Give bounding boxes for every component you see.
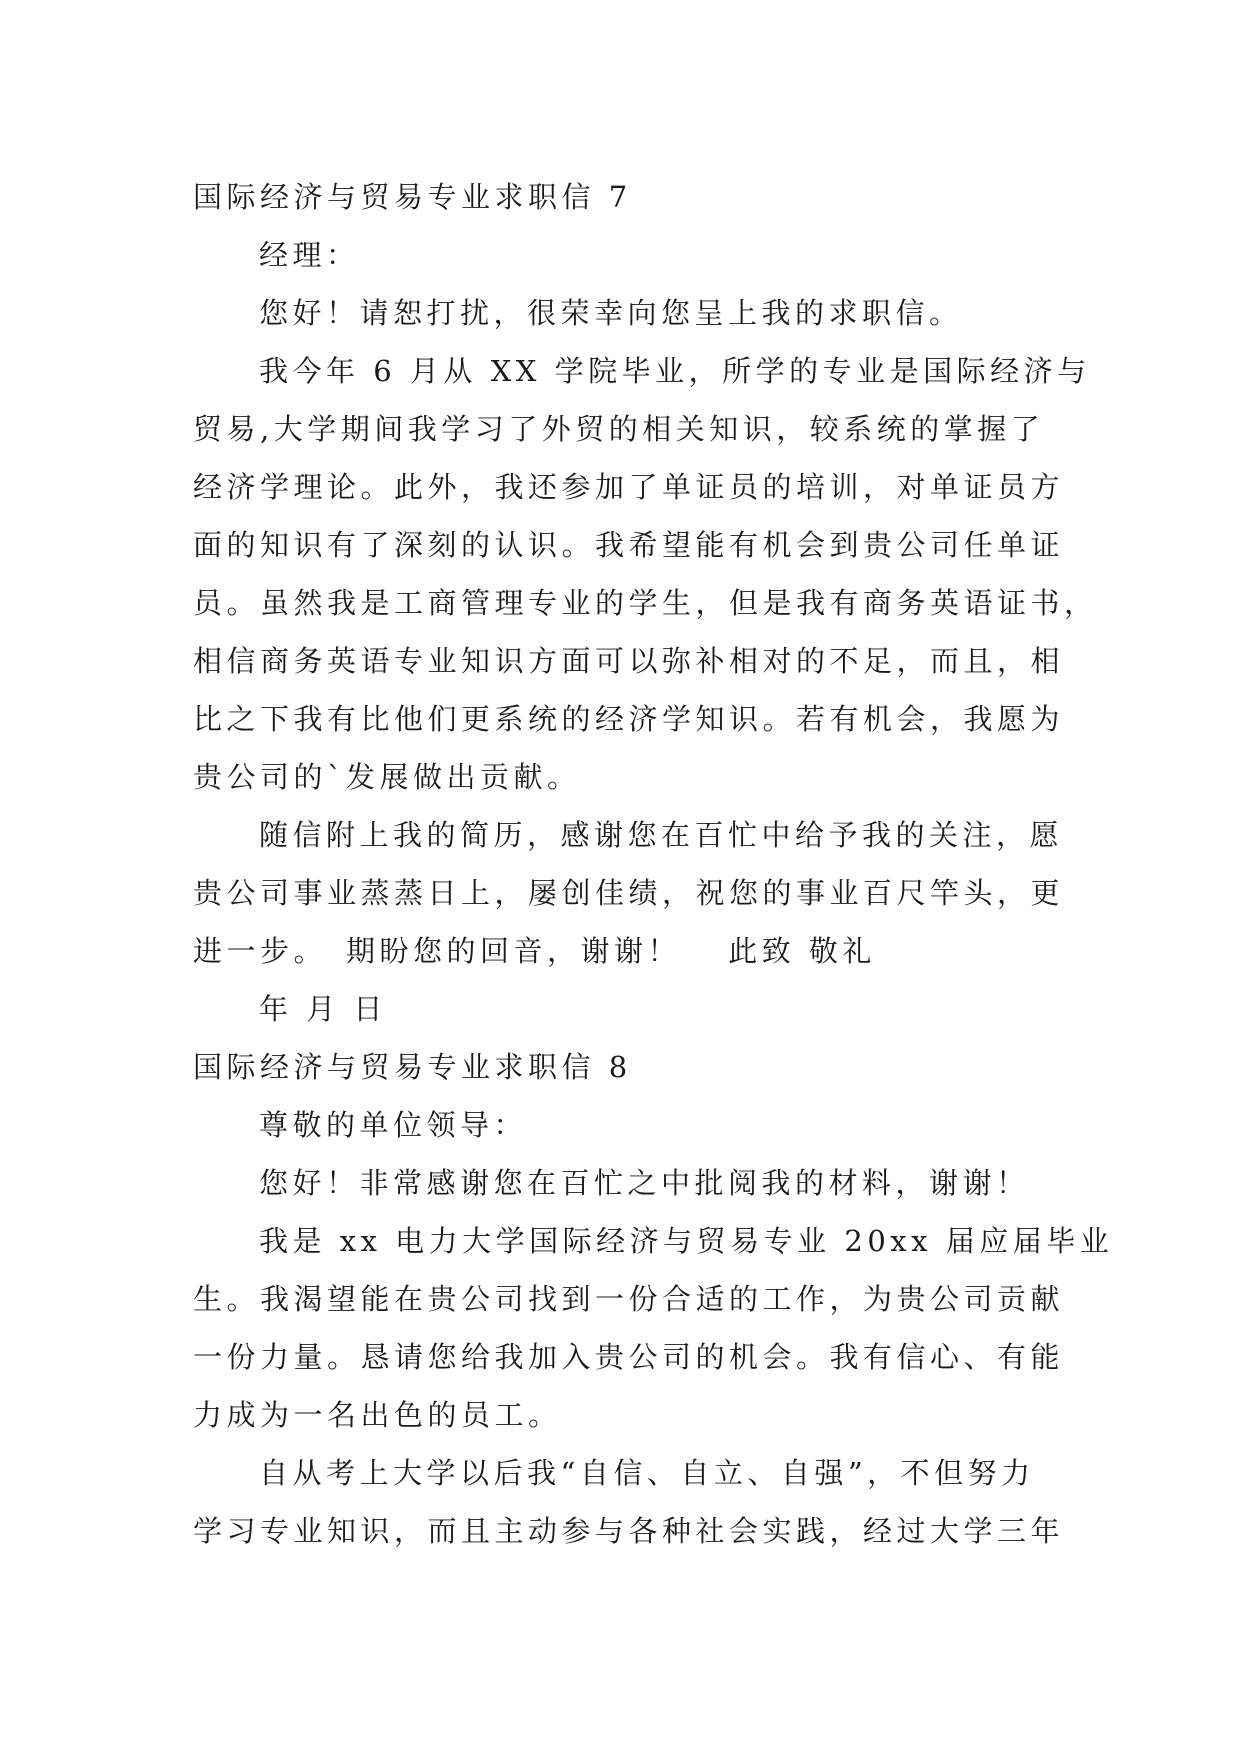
paragraph-line: 力成为一名出色的员工。 — [193, 1398, 562, 1432]
paragraph-line: 员。虽然我是工商管理专业的学生，但是我有商务英语证书， — [193, 586, 1098, 620]
paragraph-line: 我今年 6 月从 XX 学院毕业，所学的专业是国际经济与 — [259, 354, 1091, 388]
letter-8-title: 国际经济与贸易专业求职信 8 — [193, 1050, 632, 1084]
paragraph-line: 贵公司的`发展做出贡献。 — [193, 760, 581, 794]
letter-8-salutation: 尊敬的单位领导： — [259, 1108, 528, 1142]
paragraph-line: 相信商务英语专业知识方面可以弥补相对的不足，而且，相 — [193, 644, 1065, 678]
paragraph-line: 比之下我有比他们更系统的经济学知识。若有机会，我愿为 — [193, 702, 1065, 736]
letter-7-greeting: 您好！请恕打扰，很荣幸向您呈上我的求职信。 — [259, 296, 963, 330]
letter-7-paragraph-2 — [193, 806, 1065, 980]
letter-8-paragraph-2 — [193, 1444, 1065, 1560]
letter-7-date: 年 月 日 — [259, 992, 387, 1026]
paragraph-line: 生。我渴望能在贵公司找到一份合适的工作，为贵公司贡献 — [193, 1282, 1065, 1316]
paragraph-line: 一份力量。恳请您给我加入贵公司的机会。我有信心、有能 — [193, 1340, 1065, 1374]
letter-8-paragraph-1 — [193, 1212, 1114, 1444]
letter-7-salutation: 经理： — [259, 238, 360, 272]
paragraph-line: 学习专业知识，而且主动参与各种社会实践，经过大学三年 — [193, 1514, 1065, 1548]
document-body — [193, 168, 1114, 1560]
letter-8-greeting: 您好！非常感谢您在百忙之中批阅我的材料，谢谢！ — [259, 1166, 1030, 1200]
paragraph-line: 自从考上大学以后我“自信、自立、自强”，不但努力 — [259, 1456, 1035, 1490]
paragraph-line: 我是 xx 电力大学国际经济与贸易专业 20xx 届应届毕业 — [259, 1224, 1114, 1258]
paragraph-line: 面的知识有了深刻的认识。我希望能有机会到贵公司任单证 — [193, 528, 1065, 562]
paragraph-line: 贸易,大学期间我学习了外贸的相关知识，较系统的掌握了 — [193, 412, 1045, 446]
paragraph-line: 随信附上我的简历，感谢您在百忙中给予我的关注，愿 — [259, 818, 1064, 852]
letter-7-paragraph-1 — [193, 342, 1098, 806]
letter-7-title: 国际经济与贸易专业求职信 7 — [193, 180, 632, 214]
paragraph-line: 贵公司事业蒸蒸日上，屡创佳绩，祝您的事业百尺竿头，更 — [193, 876, 1065, 910]
paragraph-line: 进一步。 期盼您的回音，谢谢！ 此致 敬礼 — [193, 934, 876, 968]
paragraph-line: 经济学理论。此外，我还参加了单证员的培训，对单证员方 — [193, 470, 1065, 504]
